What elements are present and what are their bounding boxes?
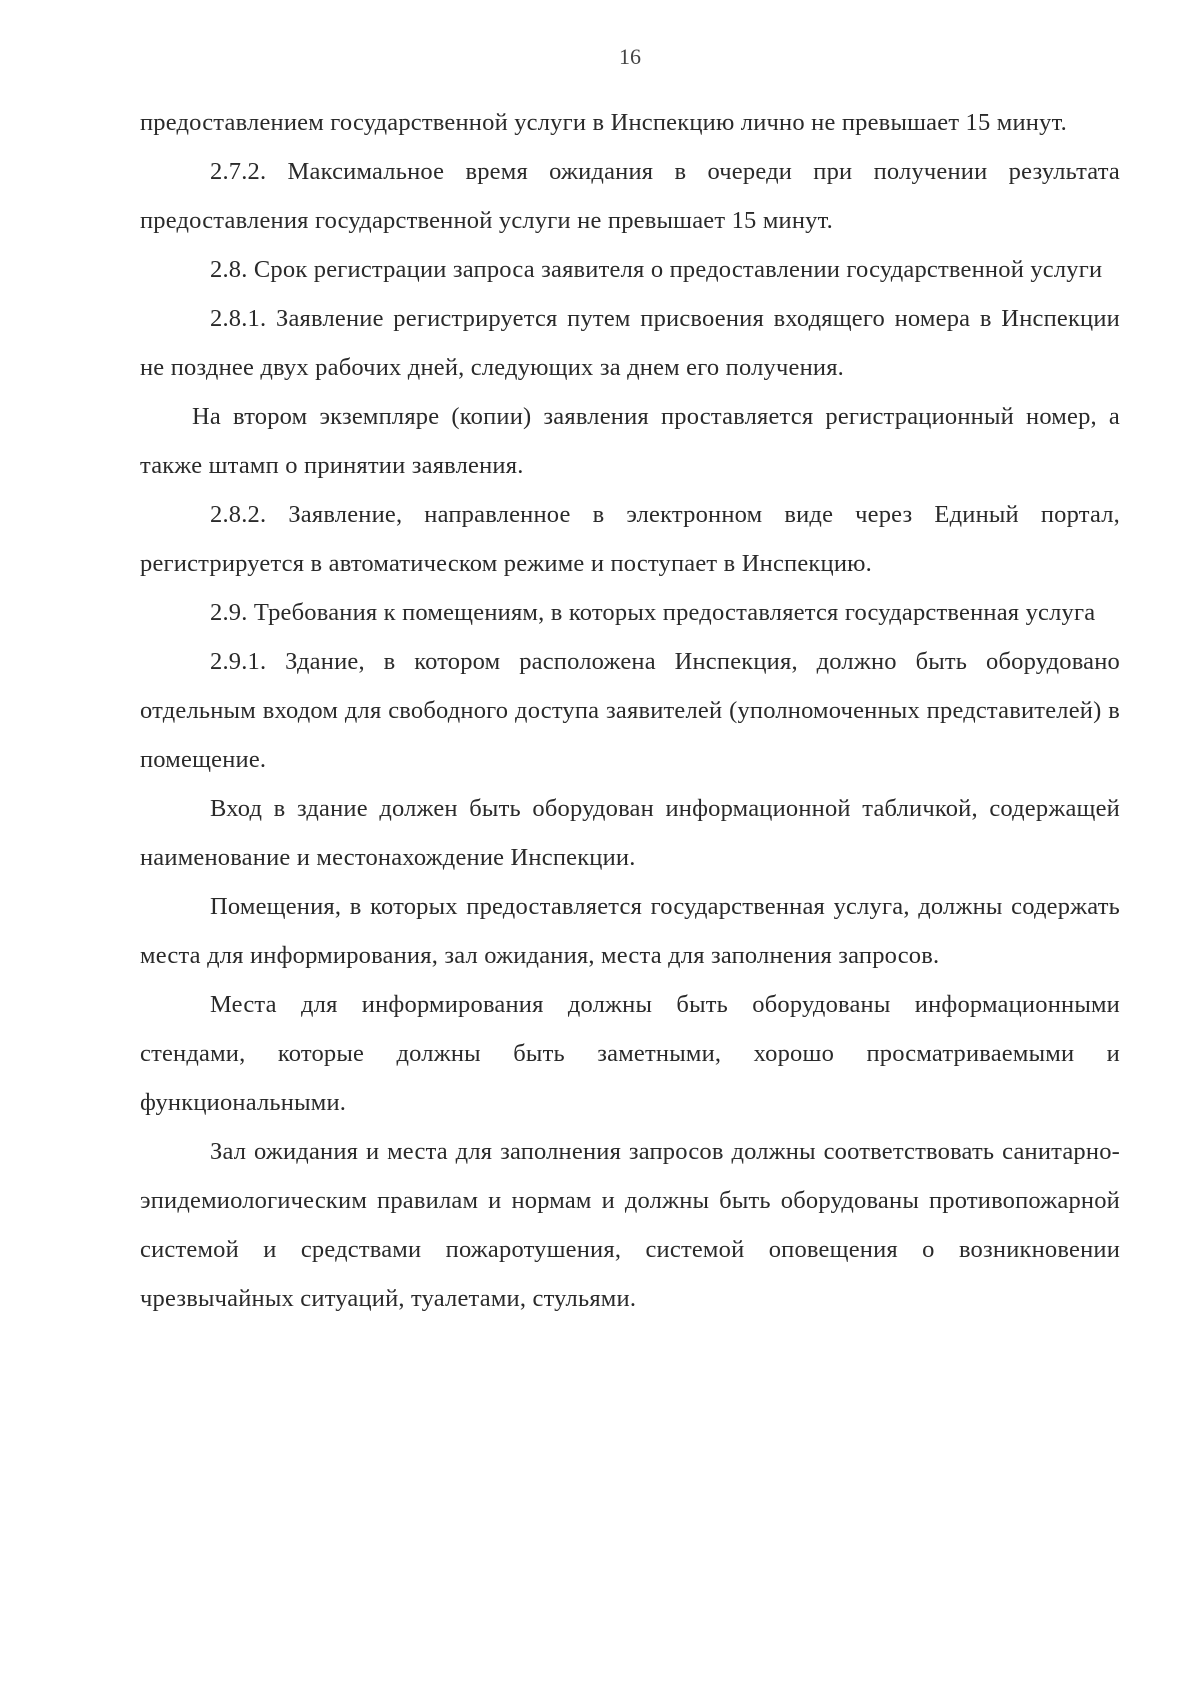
paragraph-waiting-hall: Зал ожидания и места для заполнения запросов должны соответствовать санитарно-эпидемиологическим правилам и нормам и должны быть оборудованы противопожарной системой и средствами пожаротушения, системой оповещения о возникновении чрезвычайных ситуаций, туалетами, стульями. xyxy=(140,1138,1120,1312)
page-number: 16 xyxy=(619,44,641,69)
section-heading-2-8: 2.8. Срок регистрации запроса заявителя о предоставлении государственной услуги xyxy=(210,256,1103,283)
paragraph-information-places: Места для информирования должны быть оборудованы информационными стендами, которые должны быть заметными, хорошо просматриваемыми и функциональными. xyxy=(140,991,1120,1116)
paragraph-2-8-1: 2.8.1. Заявление регистрируется путем присвоения входящего номера в Инспекции не позднее двух рабочих дней, следующих за днем его получения. xyxy=(140,305,1120,381)
paragraph-entrance-sign: Вход в здание должен быть оборудован информационной табличкой, содержащей наименование и местонахождение Инспекции. xyxy=(140,795,1120,871)
paragraph-second-copy: На втором экземпляре (копии) заявления проставляется регистрационный номер, а также штамп о принятии заявления. xyxy=(140,403,1120,479)
paragraph-2-7-2: 2.7.2. Максимальное время ожидания в очереди при получении результата предоставления государственной услуги не превышает 15 минут. xyxy=(140,158,1120,234)
paragraph-premises: Помещения, в которых предоставляется государственная услуга, должны содержать места для информирования, зал ожидания, места для заполнения запросов. xyxy=(140,893,1120,969)
document-body xyxy=(140,98,1120,1323)
paragraph-2-8-2: 2.8.2. Заявление, направленное в электронном виде через Единый портал, регистрируется в автоматическом режиме и поступает в Инспекцию. xyxy=(140,501,1120,577)
paragraph-continuation: предоставлением государственной услуги в Инспекцию лично не превышает 15 минут. xyxy=(140,109,1067,136)
section-heading-2-9: 2.9. Требования к помещениям, в которых предоставляется государственная услуга xyxy=(210,599,1096,626)
paragraph-2-9-1: 2.9.1. Здание, в котором расположена Инспекция, должно быть оборудовано отдельным входом для свободного доступа заявителей (уполномоченных представителей) в помещение. xyxy=(140,648,1120,773)
